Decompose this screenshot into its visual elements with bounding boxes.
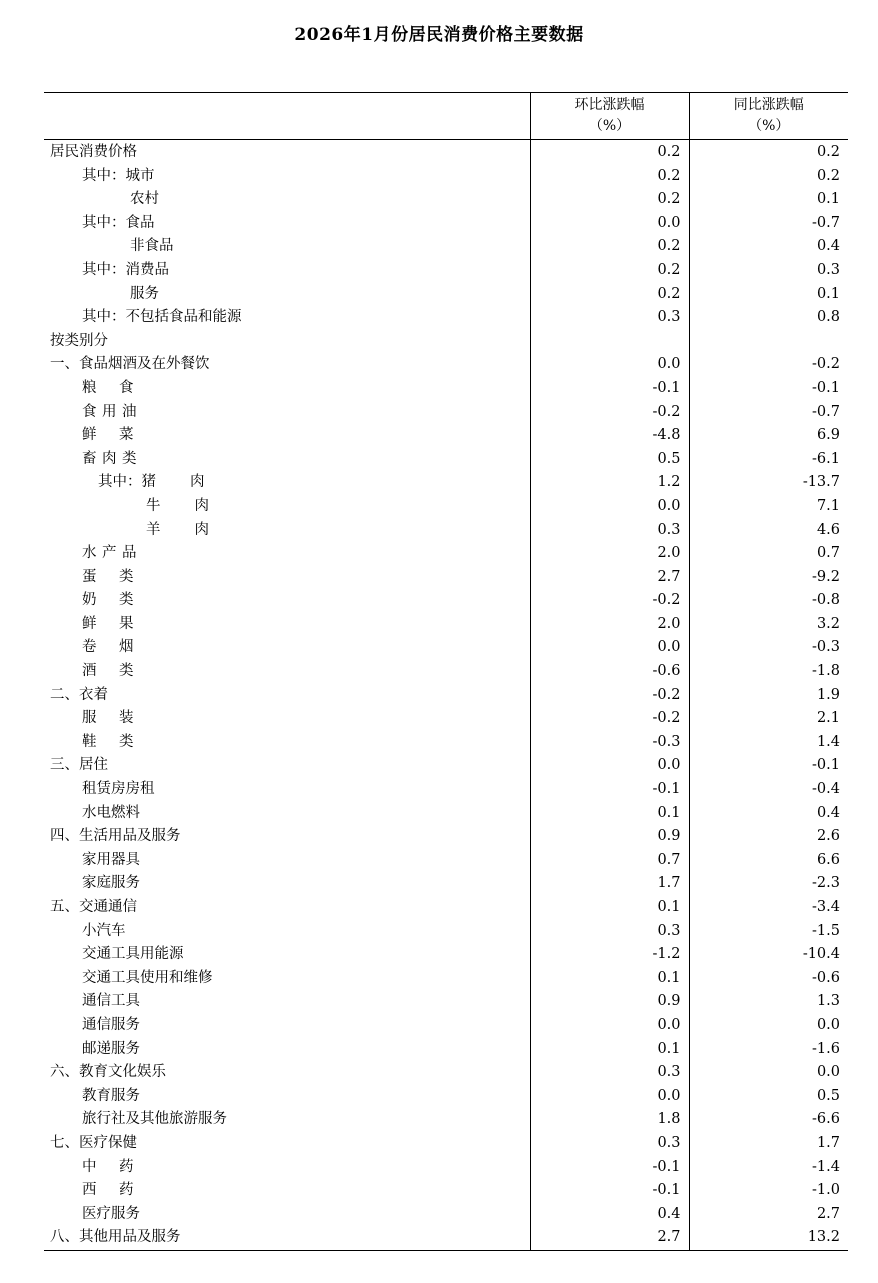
mom-value: 0.0 — [530, 754, 689, 778]
table-row — [44, 707, 848, 731]
table-row — [44, 377, 848, 401]
row-label: 鲜菜 — [82, 427, 156, 444]
mom-value: 0.3 — [530, 920, 689, 944]
yoy-value: 0.1 — [689, 283, 848, 307]
mom-value: 0.3 — [530, 1132, 689, 1156]
table-row — [44, 330, 848, 354]
yoy-value: 0.4 — [689, 235, 848, 259]
yoy-value: -0.7 — [689, 212, 848, 236]
mom-value: 0.3 — [530, 519, 689, 543]
table-row — [44, 1108, 848, 1132]
mom-value: -1.2 — [530, 943, 689, 967]
mom-value: 2.7 — [530, 566, 689, 590]
mom-value: 2.7 — [530, 1226, 689, 1250]
yoy-value: -6.6 — [689, 1108, 848, 1132]
mom-value: 0.0 — [530, 353, 689, 377]
yoy-value — [689, 330, 848, 354]
table-row — [44, 967, 848, 991]
row-label: 八、其他用品及服务 — [44, 1226, 530, 1250]
row-label: 西药 — [82, 1182, 156, 1199]
row-label: 农村 — [130, 191, 159, 208]
header-mom-column — [530, 93, 689, 140]
row-label: 服装 — [82, 710, 156, 727]
row-label-part: 其中：猪 — [98, 474, 156, 491]
cpi-table — [44, 92, 848, 1251]
row-label: 家庭服务 — [82, 875, 140, 892]
page-title: 2026年1月份居民消费价格主要数据 — [294, 25, 584, 45]
table-row — [44, 778, 848, 802]
row-label: 一、食品烟酒及在外餐饮 — [50, 356, 210, 373]
mom-value — [530, 330, 689, 354]
yoy-value: -13.7 — [689, 471, 848, 495]
table-row — [44, 872, 848, 896]
yoy-value: -0.6 — [689, 967, 848, 991]
header-item-column — [44, 93, 530, 140]
table-row — [44, 1132, 848, 1156]
row-label: 六、教育文化娱乐 — [50, 1064, 166, 1081]
row-label: 其中：城市 — [82, 167, 155, 184]
mom-value: 0.2 — [530, 140, 689, 165]
yoy-value: 0.4 — [689, 802, 848, 826]
yoy-value: -0.4 — [689, 778, 848, 802]
table-row — [44, 519, 848, 543]
table-row — [44, 1038, 848, 1062]
header-yoy-unit: （%） — [748, 118, 790, 134]
row-label-part: 羊 — [146, 521, 161, 538]
yoy-value: 7.1 — [689, 495, 848, 519]
row-label: 食用油 — [82, 403, 143, 420]
row-label: 其中：食品 — [82, 214, 155, 231]
mom-value: 0.0 — [530, 1085, 689, 1109]
row-label: 其中：不包括食品和能源 — [82, 309, 242, 326]
table-row — [44, 731, 848, 755]
table-row — [44, 283, 848, 307]
yoy-value: 0.1 — [689, 188, 848, 212]
yoy-value: 2.7 — [689, 1203, 848, 1227]
row-label — [44, 519, 530, 543]
table-row — [44, 235, 848, 259]
table-row — [44, 1085, 848, 1109]
yoy-value: -0.2 — [689, 353, 848, 377]
yoy-value: 6.6 — [689, 849, 848, 873]
row-label: 按类别分 — [50, 332, 108, 349]
yoy-value: 0.8 — [689, 306, 848, 330]
yoy-value: -1.8 — [689, 660, 848, 684]
row-label: 非食品 — [130, 238, 174, 255]
row-label: 鞋类 — [82, 733, 156, 750]
table-row — [44, 471, 848, 495]
table-row — [44, 613, 848, 637]
mom-value: 0.0 — [530, 636, 689, 660]
table-row — [44, 990, 848, 1014]
header-mom-label: 环比涨跌幅 — [574, 97, 645, 113]
mom-value: 0.2 — [530, 165, 689, 189]
table-row — [44, 589, 848, 613]
row-label: 服务 — [130, 285, 159, 302]
mom-value: -0.2 — [530, 589, 689, 613]
mom-value: 0.3 — [530, 1061, 689, 1085]
row-label: 粮食 — [82, 379, 156, 396]
mom-value: 0.2 — [530, 188, 689, 212]
yoy-value: 13.2 — [689, 1226, 848, 1250]
yoy-value: 0.3 — [689, 259, 848, 283]
table-row — [44, 920, 848, 944]
yoy-value: 0.5 — [689, 1085, 848, 1109]
yoy-value: -0.1 — [689, 377, 848, 401]
yoy-value: 1.9 — [689, 684, 848, 708]
table-row — [44, 542, 848, 566]
yoy-value: 1.7 — [689, 1132, 848, 1156]
row-label: 畜肉类 — [82, 450, 143, 467]
yoy-value: 0.7 — [689, 542, 848, 566]
yoy-value: -0.3 — [689, 636, 848, 660]
table-row — [44, 1156, 848, 1180]
row-label: 鲜果 — [82, 615, 156, 632]
mom-value: 0.3 — [530, 306, 689, 330]
table-row — [44, 353, 848, 377]
header-yoy-label: 同比涨跌幅 — [733, 97, 804, 113]
yoy-value: 2.6 — [689, 825, 848, 849]
header-yoy-column — [689, 93, 848, 140]
yoy-value: 2.1 — [689, 707, 848, 731]
table-row — [44, 259, 848, 283]
table-row — [44, 943, 848, 967]
table-row — [44, 1014, 848, 1038]
table-row — [44, 188, 848, 212]
table-row — [44, 896, 848, 920]
row-label: 其中：消费品 — [82, 261, 169, 278]
mom-value: 1.8 — [530, 1108, 689, 1132]
row-label: 通信服务 — [82, 1016, 140, 1033]
row-label: 小汽车 — [82, 922, 126, 939]
row-label: 水产品 — [82, 545, 143, 562]
header-mom-unit: （%） — [588, 118, 631, 134]
mom-value: 0.1 — [530, 967, 689, 991]
table-row — [44, 495, 848, 519]
row-label: 卷烟 — [82, 639, 156, 656]
mom-value: 0.1 — [530, 802, 689, 826]
table-row — [44, 636, 848, 660]
row-label: 中药 — [82, 1158, 156, 1175]
table-row — [44, 448, 848, 472]
table-row — [44, 1226, 848, 1250]
mom-value: 1.2 — [530, 471, 689, 495]
mom-value: 0.9 — [530, 990, 689, 1014]
table-header-row — [44, 93, 848, 140]
yoy-value: -1.5 — [689, 920, 848, 944]
table-row — [44, 1203, 848, 1227]
mom-value: 0.0 — [530, 1014, 689, 1038]
mom-value: -0.1 — [530, 778, 689, 802]
table-row — [44, 660, 848, 684]
mom-value: 0.5 — [530, 448, 689, 472]
cpi-table-container — [44, 92, 848, 1251]
yoy-value: -6.1 — [689, 448, 848, 472]
yoy-value: 0.0 — [689, 1014, 848, 1038]
mom-value: -0.2 — [530, 684, 689, 708]
table-row — [44, 684, 848, 708]
row-label: 五、交通通信 — [50, 899, 137, 915]
mom-value: 0.2 — [530, 235, 689, 259]
mom-value: 2.0 — [530, 542, 689, 566]
table-row — [44, 212, 848, 236]
row-label — [44, 495, 530, 519]
row-label-part: 肉 — [194, 497, 209, 514]
table-row — [44, 566, 848, 590]
mom-value: -0.2 — [530, 707, 689, 731]
mom-value: -0.1 — [530, 1156, 689, 1180]
row-label — [44, 471, 530, 495]
mom-value: -4.8 — [530, 424, 689, 448]
row-label-part: 牛 — [146, 497, 161, 514]
yoy-value: -0.8 — [689, 589, 848, 613]
row-label-part: 肉 — [194, 521, 209, 538]
table-row — [44, 825, 848, 849]
yoy-value: -3.4 — [689, 896, 848, 920]
yoy-value: -1.4 — [689, 1156, 848, 1180]
row-label: 家用器具 — [82, 851, 140, 868]
row-label: 三、居住 — [50, 757, 108, 774]
row-label: 水电燃料 — [82, 804, 140, 821]
mom-value: 0.9 — [530, 825, 689, 849]
mom-value: 1.7 — [530, 872, 689, 896]
yoy-value: 0.2 — [689, 165, 848, 189]
mom-value: -0.2 — [530, 401, 689, 425]
mom-value: -0.6 — [530, 660, 689, 684]
row-label: 教育服务 — [82, 1087, 140, 1104]
yoy-value: -2.3 — [689, 872, 848, 896]
mom-value: 0.1 — [530, 1038, 689, 1062]
mom-value: 0.1 — [530, 896, 689, 920]
yoy-value: -1.0 — [689, 1179, 848, 1203]
row-label: 酒类 — [82, 663, 156, 680]
mom-value: 0.2 — [530, 283, 689, 307]
mom-value: 0.0 — [530, 212, 689, 236]
table-row — [44, 165, 848, 189]
row-label-part: 肉 — [190, 474, 205, 491]
table-row — [44, 802, 848, 826]
yoy-value: -10.4 — [689, 943, 848, 967]
mom-value: 0.2 — [530, 259, 689, 283]
mom-value: 0.7 — [530, 849, 689, 873]
row-label: 二、衣着 — [50, 686, 108, 703]
row-label: 交通工具用能源 — [82, 946, 184, 963]
row-label: 交通工具使用和维修 — [82, 969, 213, 986]
yoy-value: 3.2 — [689, 613, 848, 637]
yoy-value: -0.1 — [689, 754, 848, 778]
row-label: 旅行社及其他旅游服务 — [82, 1111, 227, 1128]
row-label: 七、医疗保健 — [50, 1134, 137, 1151]
yoy-value: -1.6 — [689, 1038, 848, 1062]
row-label: 医疗服务 — [82, 1205, 140, 1222]
row-label: 居民消费价格 — [50, 144, 137, 160]
yoy-value: -0.7 — [689, 401, 848, 425]
table-row — [44, 424, 848, 448]
row-label: 奶类 — [82, 592, 156, 609]
yoy-value: 6.9 — [689, 424, 848, 448]
yoy-value: 0.2 — [689, 140, 848, 165]
yoy-value: -9.2 — [689, 566, 848, 590]
row-label: 通信工具 — [82, 993, 140, 1010]
table-row — [44, 401, 848, 425]
row-label: 邮递服务 — [82, 1040, 140, 1057]
yoy-value: 0.0 — [689, 1061, 848, 1085]
table-row — [44, 1061, 848, 1085]
yoy-value: 1.3 — [689, 990, 848, 1014]
mom-value: -0.3 — [530, 731, 689, 755]
yoy-value: 1.4 — [689, 731, 848, 755]
table-row — [44, 1179, 848, 1203]
table-row — [44, 306, 848, 330]
yoy-value: 4.6 — [689, 519, 848, 543]
mom-value: 0.4 — [530, 1203, 689, 1227]
row-label: 四、生活用品及服务 — [50, 828, 181, 845]
mom-value: 2.0 — [530, 613, 689, 637]
table-row — [44, 140, 848, 165]
mom-value: -0.1 — [530, 1179, 689, 1203]
mom-value: -0.1 — [530, 377, 689, 401]
table-row — [44, 849, 848, 873]
mom-value: 0.0 — [530, 495, 689, 519]
table-row — [44, 754, 848, 778]
row-label: 租赁房房租 — [82, 781, 155, 798]
row-label: 蛋类 — [82, 568, 156, 585]
